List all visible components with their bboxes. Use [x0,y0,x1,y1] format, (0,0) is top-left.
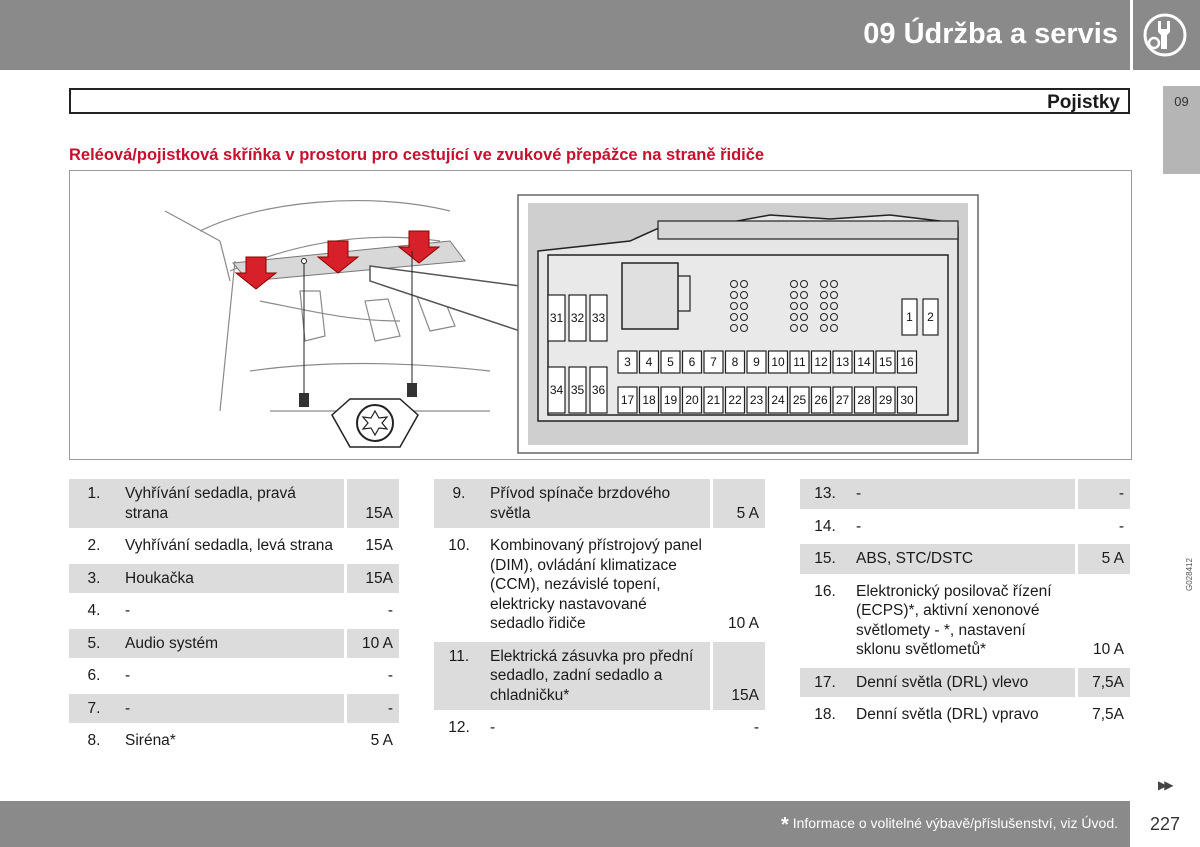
fuse-number: 6. [69,661,119,694]
fuse-row [800,479,1130,512]
fuse-row [800,700,1130,733]
fuse-description: - [484,713,713,746]
fuse-table-2 [434,479,765,746]
fuse-amperage: 15A [347,531,399,564]
fuse-number: 1. [69,479,119,531]
section-title: Pojistky [1047,92,1120,113]
fuse-number: 2. [69,531,119,564]
fuse-row [434,642,765,714]
fuse-slot-label: 4 [645,355,653,369]
fuse-number: 4. [69,596,119,629]
fuse-slot-label: 14 [857,355,871,369]
fuse-row [69,479,399,531]
fuse-slot-label: 29 [878,393,893,407]
fuse-description: Siréna* [119,726,347,759]
fuse-number: 5. [69,629,119,662]
fuse-amperage: 15A [713,642,765,714]
fuse-description: Houkačka [119,564,347,597]
fuse-number: 18. [800,700,850,733]
fuse-amperage: 5 A [347,726,399,759]
fuse-number: 15. [800,544,850,577]
fuse-slot-label: 33 [591,311,606,325]
fuse-amperage: - [713,713,765,746]
fuse-slot-label: 25 [792,393,807,407]
fuse-row [434,531,765,642]
chapter-tab: 09 [1163,86,1200,174]
footer-note [781,814,1118,837]
fuse-slot-label: 32 [570,311,585,325]
fuse-number: 9. [434,479,484,531]
fuse-row [800,512,1130,545]
fuse-slot-label: 21 [706,393,721,407]
fuse-amperage: 10 A [347,629,399,662]
fuse-amperage: - [347,596,399,629]
fuse-number: 3. [69,564,119,597]
fuse-number: 10. [434,531,484,642]
fuse-slot-label: 13 [835,355,850,369]
fuse-slot-label: 19 [663,393,678,407]
fuse-number: 8. [69,726,119,759]
footnote-text: Informace o volitelné výbavě/příslušenství, viz Úvod. [792,815,1118,831]
footnote-star: * [781,814,789,836]
fuse-slot-label: 16 [900,355,914,369]
fuse-description: ABS, STC/DSTC [850,544,1078,577]
fuse-description: - [119,596,347,629]
fuse-amperage: 7,5A [1078,700,1130,733]
fuse-amperage: - [1078,479,1130,512]
fuse-row [69,531,399,564]
fuse-row [69,726,399,759]
chapter-title: 09 Údržba a servis [863,18,1118,50]
fuse-description: Elektrická zásuvka pro přední sedadlo, zadní sedadlo a chladničku* [484,642,713,714]
section-header [69,88,1130,114]
fuse-slot-label: 11 [793,355,806,369]
fuse-amperage: 10 A [1078,577,1130,668]
fuse-description: Přívod spínače brzdového světla [484,479,713,531]
fuse-amperage: - [347,661,399,694]
fuse-table-1 [69,479,399,759]
fuse-slot-label: 22 [728,393,742,407]
fuse-amperage: - [1078,512,1130,545]
fuse-description: Elektronický posilovač řízení (ECPS)*, aktivní xenonové světlomety - *, nastavení sklonu světlometů* [850,577,1078,668]
fuse-amperage: 5 A [1078,544,1130,577]
fuse-row [800,577,1130,668]
fuse-description: Denní světla (DRL) vpravo [850,700,1078,733]
fuse-amperage: 10 A [713,531,765,642]
fuse-row [800,544,1130,577]
fuse-number: 12. [434,713,484,746]
fuse-row [69,661,399,694]
fuse-description: - [119,694,347,727]
fuse-slot-label: 18 [642,393,656,407]
double-arrow-right-icon[interactable]: ▶▶ [1158,778,1171,792]
fuse-number: 16. [800,577,850,668]
fuse-number: 7. [69,694,119,727]
fuse-slot-label: 8 [731,355,739,369]
fuse-slot-label: 35 [570,383,585,397]
fuse-number: 13. [800,479,850,512]
fuse-slot-label: 15 [878,355,893,369]
fuse-row [69,629,399,662]
fuse-slot-label: 34 [549,383,564,397]
fuse-description: - [850,512,1078,545]
fuse-description: Audio systém [119,629,347,662]
fuse-description: - [119,661,347,694]
fuse-slot-label: 1 [906,310,913,324]
chapter-icon-box [1133,0,1200,70]
fuse-number: 11. [434,642,484,714]
fuse-row [434,479,765,531]
fuse-description: Kombinovaný přístrojový panel (DIM), ovládání klimatizace (CCM), nezávislé topení, elektricky nastavované sedadlo řidiče [484,531,713,642]
fuse-amperage: 15A [347,479,399,531]
fuse-description: Vyhřívání sedadla, levá strana [119,531,347,564]
fuse-slot-label: 10 [771,355,785,369]
fuse-description: Denní světla (DRL) vlevo [850,668,1078,701]
fuse-slot-label: 3 [624,355,631,369]
fuse-slot-label: 9 [753,355,760,369]
figure-code: G028412 [1185,558,1194,591]
fuse-slot-label: 2 [927,310,934,324]
fuse-slot-label: 20 [685,393,699,407]
fuse-slot-label: 6 [688,355,696,369]
fuse-row [69,694,399,727]
fuse-row [69,564,399,597]
fuse-row [434,713,765,746]
fuse-description: Vyhřívání sedadla, pravá strana [119,479,347,531]
fuse-slot-label: 30 [900,393,914,407]
fuse-slot-label: 31 [549,311,564,325]
fuse-slot-label: 28 [857,393,871,407]
fuse-box-illustration [70,171,1133,461]
fuse-amperage: 15A [347,564,399,597]
figure-subtitle: Reléová/pojistková skříňka v prostoru pro cestující ve zvukové přepážce na straně řidiče [69,146,765,164]
fuse-amperage: - [347,694,399,727]
fuse-slot-label: 7 [710,355,717,369]
fuse-row [800,668,1130,701]
fuse-number: 17. [800,668,850,701]
fuse-slot-label: 17 [620,393,635,407]
fuse-slot-label: 27 [835,393,850,407]
wrench-gear-icon [1141,12,1189,58]
fuse-amperage: 5 A [713,479,765,531]
fuse-slot-label: 36 [591,383,606,397]
fuse-slot-label: 12 [814,355,828,369]
fuse-slot-label: 24 [771,393,785,407]
fuse-slot-label: 5 [667,355,674,369]
fuse-table-3 [800,479,1130,733]
fuse-description: - [850,479,1078,512]
fuse-amperage: 7,5A [1078,668,1130,701]
fuse-slot-label: 23 [749,393,764,407]
fuse-number: 14. [800,512,850,545]
fuse-row [69,596,399,629]
fuse-slot-label: 26 [814,393,828,407]
page-number: 227 [1150,814,1181,834]
